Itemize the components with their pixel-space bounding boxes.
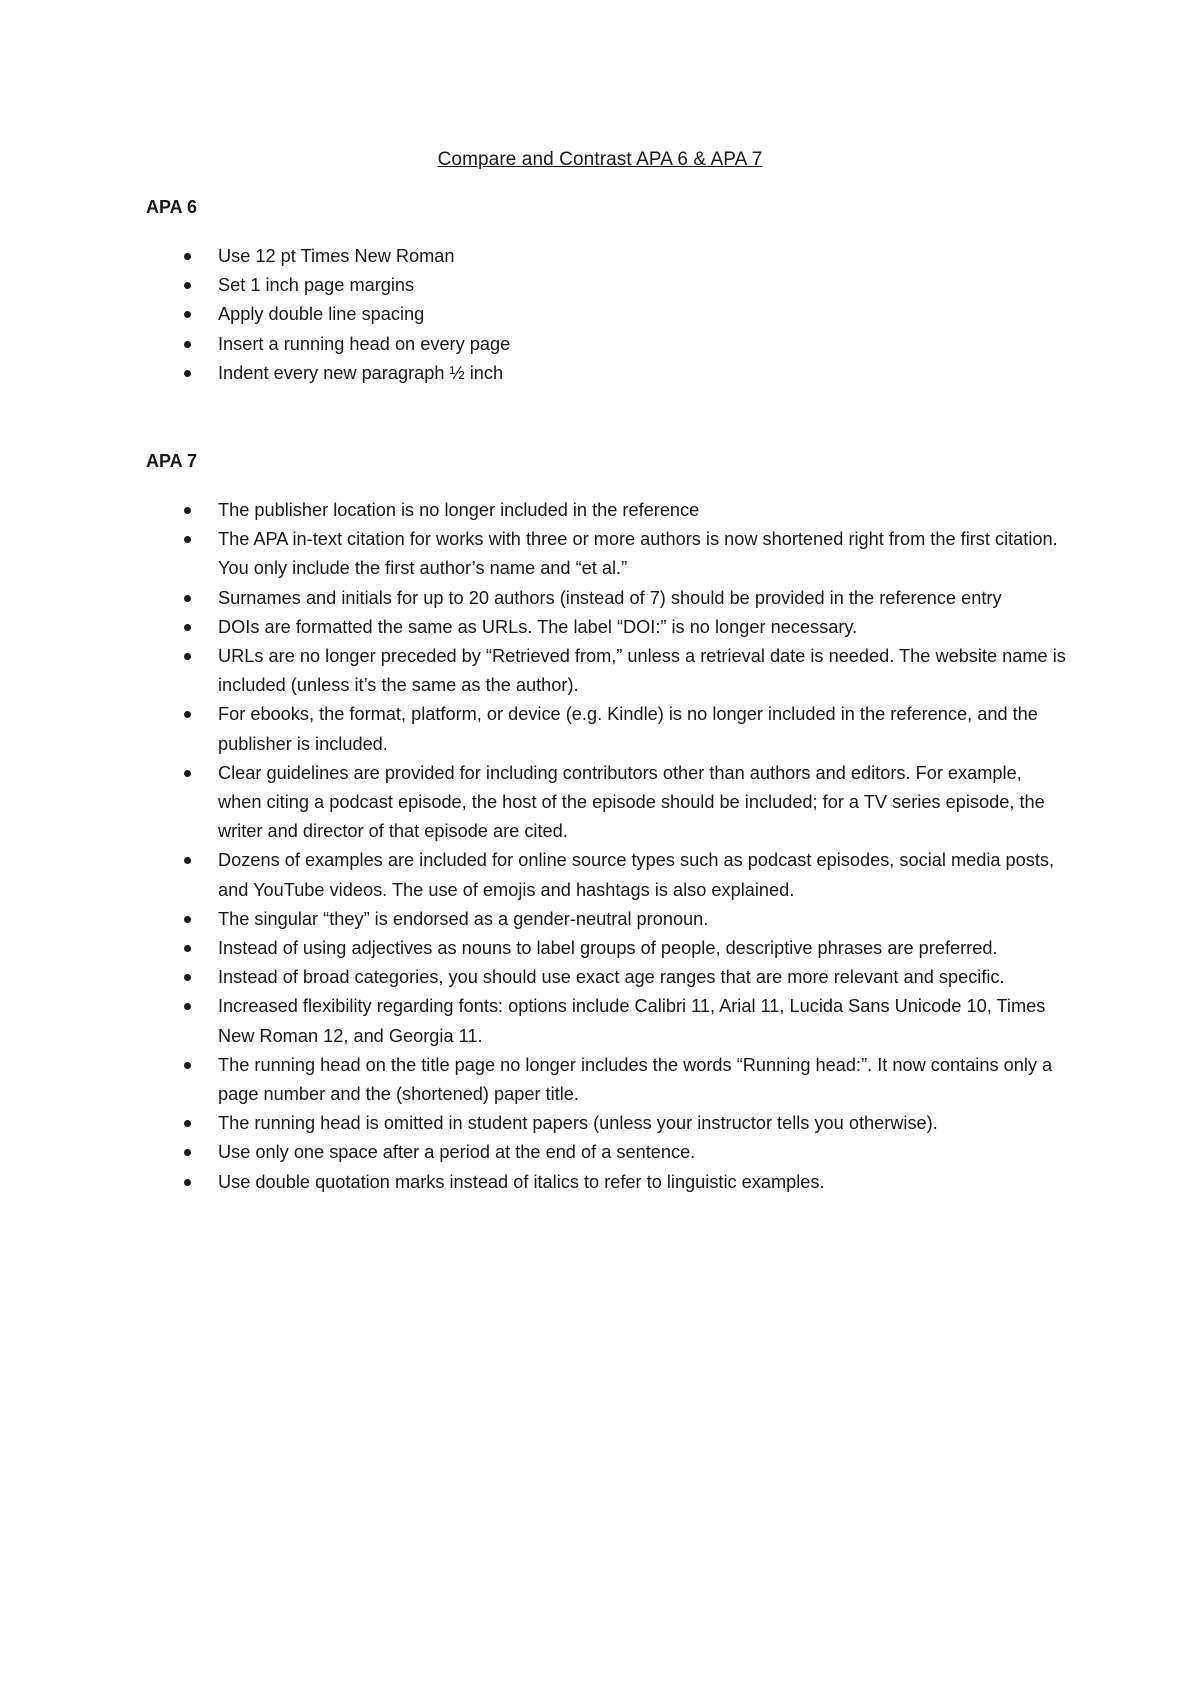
bullet-icon	[184, 857, 191, 864]
list-item-text: Increased flexibility regarding fonts: options include Calibri 11, Arial 11, Lucida Sans Unicode 10, Times New Roman 12, and Georgia 11.	[218, 996, 1046, 1046]
list-item	[146, 1168, 1066, 1197]
list-item-text: Use 12 pt Times New Roman	[218, 246, 455, 266]
list-item	[146, 1109, 1066, 1138]
bullet-icon	[184, 536, 191, 543]
list-item	[146, 525, 1066, 583]
bullet-icon	[184, 770, 191, 777]
list-item	[146, 300, 1066, 329]
bullet-icon	[184, 253, 191, 260]
bullet-icon	[184, 595, 191, 602]
list-item-text: Dozens of examples are included for online source types such as podcast episodes, social media posts, and YouTube videos. The use of emojis and hashtags is also explained.	[218, 850, 1055, 900]
list-item	[146, 905, 1066, 934]
list-item	[146, 846, 1066, 904]
list-item	[146, 992, 1066, 1050]
bullet-icon	[184, 974, 191, 981]
list-item	[146, 330, 1066, 359]
list-item-text: Instead of using adjectives as nouns to label groups of people, descriptive phrases are preferred.	[218, 938, 998, 959]
list-item-text: Clear guidelines are provided for including contributors other than authors and editors. For example, when citing a podcast episode, the host of the episode should be included; for a TV series episode, the writer and director of that episode are cited.	[218, 762, 1045, 842]
list-item-text: The APA in-text citation for works with three or more authors is now shortened right from the first citation. You only include the first author’s name and “et al.”	[218, 529, 1058, 579]
bullet-icon	[184, 1179, 191, 1186]
list-item	[146, 271, 1066, 300]
apa7-bullet-list	[146, 496, 1066, 1197]
list-item	[146, 642, 1066, 700]
list-item-text: DOIs are formatted the same as URLs. The label “DOI:” is no longer necessary.	[218, 616, 858, 637]
list-item	[146, 584, 1066, 613]
bullet-icon	[184, 341, 191, 348]
list-item-text: Insert a running head on every page	[218, 333, 511, 354]
bullet-icon	[184, 507, 191, 514]
section-heading-apa7: APA 7	[146, 451, 198, 471]
list-item-text: Surnames and initials for up to 20 authors (instead of 7) should be provided in the reference entry	[218, 587, 1002, 608]
apa6-bullet-list	[146, 242, 1066, 388]
bullet-icon	[184, 711, 191, 718]
list-item	[146, 934, 1066, 963]
bullet-icon	[184, 282, 191, 289]
bullet-icon	[184, 311, 191, 318]
list-item-text: The singular “they” is endorsed as a gender-neutral pronoun.	[218, 908, 709, 929]
list-item	[146, 1138, 1066, 1167]
list-item-text: Use double quotation marks instead of italics to refer to linguistic examples.	[218, 1171, 825, 1192]
bullet-icon	[184, 1062, 191, 1069]
list-item-text: For ebooks, the format, platform, or device (e.g. Kindle) is no longer included in the reference, and the publisher is included.	[218, 704, 1038, 754]
list-item-text: Indent every new paragraph ½ inch	[218, 362, 504, 383]
section-apa6	[146, 194, 1066, 388]
list-item	[146, 613, 1066, 642]
list-item-text: The publisher location is no longer included in the reference	[218, 500, 700, 520]
list-item-text: URLs are no longer preceded by “Retrieved from,” unless a retrieval date is needed. The website name is included (unless it’s the same as the author).	[218, 646, 1066, 696]
bullet-icon	[184, 916, 191, 923]
list-item-text: The running head is omitted in student papers (unless your instructor tells you otherwise).	[218, 1113, 938, 1134]
bullet-icon	[184, 653, 191, 660]
list-item	[146, 242, 1066, 271]
bullet-icon	[184, 1149, 191, 1156]
list-item-text: Use only one space after a period at the end of a sentence.	[218, 1142, 696, 1163]
list-item-text: The running head on the title page no longer includes the words “Running head:”. It now contains only a page number and the (shortened) paper title.	[218, 1054, 1053, 1105]
list-item-text: Instead of broad categories, you should use exact age ranges that are more relevant and specific.	[218, 967, 1005, 988]
document-title: Compare and Contrast APA 6 & APA 7	[437, 149, 763, 170]
list-item-text: Set 1 inch page margins	[218, 275, 415, 296]
bullet-icon	[184, 370, 191, 377]
list-item	[146, 700, 1066, 758]
bullet-icon	[184, 624, 191, 631]
bullet-icon	[184, 945, 191, 952]
bullet-icon	[184, 1003, 191, 1010]
section-apa7	[146, 448, 1066, 1197]
bullet-icon	[184, 1120, 191, 1127]
list-item	[146, 496, 1066, 525]
list-item	[146, 1051, 1066, 1109]
list-item	[146, 963, 1066, 992]
list-item	[146, 759, 1066, 847]
section-heading-apa6: APA 6	[146, 197, 198, 217]
list-item	[146, 359, 1066, 388]
list-item-text: Apply double line spacing	[218, 304, 425, 325]
